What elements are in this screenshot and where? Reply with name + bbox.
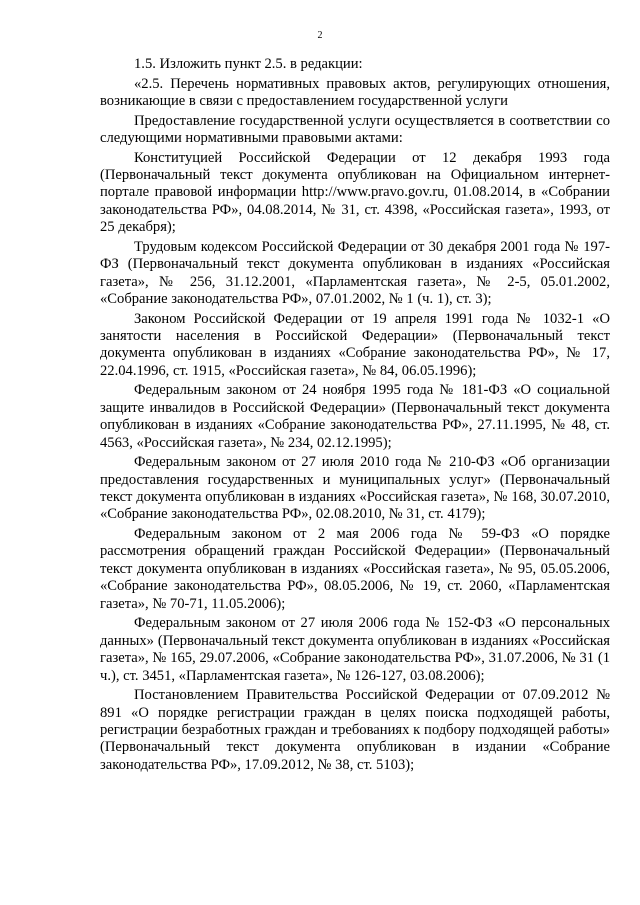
paragraph-7: Федеральным законом от 24 ноября 1995 года № 181-ФЗ «О социальной защите инвалидов в Российской Федерации» (Первоначальный текст документа опубликован в изданиях «Собрание законодательства РФ», 27.11.1995, № 48, ст. 4563, «Российская газета», № 234, 02.12.1995); (100, 382, 610, 451)
paragraph-4: Конституцией Российской Федерации от 12 декабря 1993 года (Первоначальный текст документа опубликован на Официальном интернет-портале правовой информации http://www.pravo.gov.ru, 01.08.2014, в «Собрании законодательства РФ», 04.08.2014, № 31, ст. 4398, «Российская газета», 1993, от 25 декабря); (100, 149, 610, 236)
document-body (100, 56, 610, 774)
paragraph-3: Предоставление государственной услуги осуществляется в соответствии со следующими нормативными правовыми актами: (100, 112, 610, 146)
paragraph-2: «2.5. Перечень нормативных правовых актов, регулирующих отношения, возникающие в связи с предоставлением государственной услуги (100, 75, 610, 109)
paragraph-6: Законом Российской Федерации от 19 апреля 1991 года № 1032-1 «О занятости населения в Российской Федерации» (Первоначальный текст документа опубликован в изданиях «Собрание законодательства РФ», № 17, 22.04.1996, ст. 1915, «Российская газета», № 84, 06.05.1996); (100, 310, 610, 379)
paragraph-9: Федеральным законом от 2 мая 2006 года № 59-ФЗ «О порядке рассмотрения обращений граждан Российской Федерации» (Первоначальный текст документа опубликован в изданиях «Российская газета», № 95, 05.05.2006, «Собрание законодательства РФ», 08.05.2006, № 19, ст. 2060, «Парламентская газета», № 70-71, 11.05.2006); (100, 526, 610, 612)
paragraph-1: 1.5. Изложить пункт 2.5. в редакции: (134, 56, 363, 72)
paragraph-10: Федеральным законом от 27 июля 2006 года № 152-ФЗ «О персональных данных» (Первоначальный текст документа опубликован в изданиях «Российская газета», № 165, 29.07.2006, «Собрание законодательства РФ», 31.07.2006, № 31 (1 ч.), ст. 3451, «Парламентская газета», № 126-127, 03.08.2006); (100, 615, 610, 684)
paragraph-11: Постановлением Правительства Российской Федерации от 07.09.2012 № 891 «О порядке регистрации граждан в целях поиска подходящей работы, регистрации безработных граждан и требованиях к подбору подходящей работы» (Первоначальный текст документа опубликован в издании «Собрание законодательства РФ», 17.09.2012, № 38, ст. 5103); (100, 687, 610, 773)
paragraph-8: Федеральным законом от 27 июля 2010 года № 210-ФЗ «Об организации предоставления государственных и муниципальных услуг» (Первоначальный текст документа опубликован в изданиях «Российская газета», № 168, 30.07.2010, «Собрание законодательства РФ», 02.08.2010, № 31, ст. 4179); (100, 454, 610, 523)
page-number: 2 (317, 30, 323, 41)
paragraph-5: Трудовым кодексом Российской Федерации от 30 декабря 2001 года № 197-ФЗ (Первоначальный текст документа опубликован в изданиях «Российская газета», № 256, 31.12.2001, «Парламентская газета», № 2-5, 05.01.2002, «Собрание законодательства РФ», 07.01.2002, № 1 (ч. 1), ст. 3); (100, 238, 610, 308)
